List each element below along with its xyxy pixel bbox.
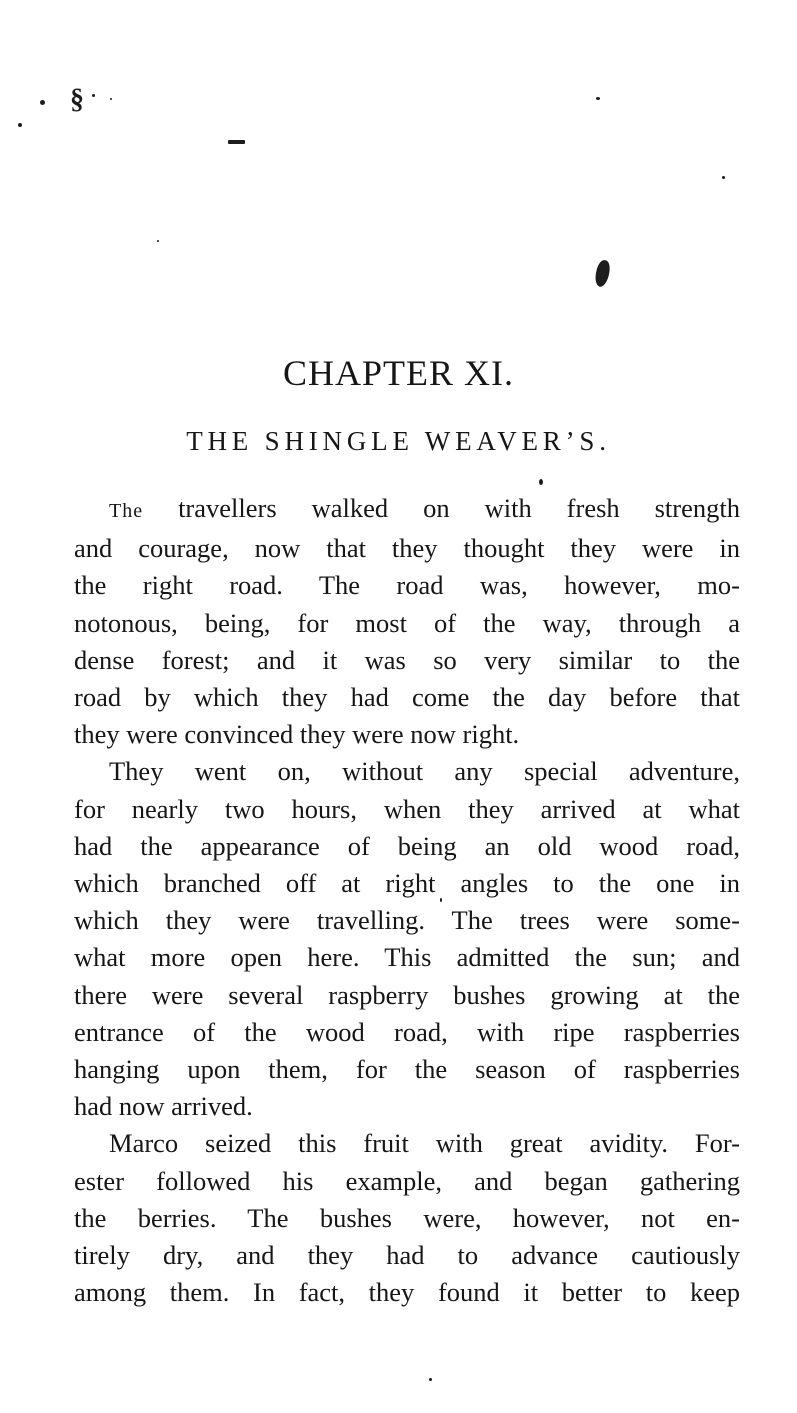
text-line: for nearly two hours, when they arrived at what (74, 793, 740, 824)
ink-speck (429, 1378, 432, 1381)
ink-speck (40, 100, 45, 105)
text-line: the right road. The road was, however, mo- (74, 570, 740, 601)
chapter-title: CHAPTER XI. (282, 353, 514, 393)
text-line: notonous, being, for most of the way, through a (74, 607, 740, 638)
text-line (74, 490, 740, 530)
chapter-subtitle: THE SHINGLE WEAVER’S. (186, 426, 611, 456)
paragraph (74, 490, 740, 753)
text-line: entrance of the wood road, with ripe raspberries (74, 1016, 740, 1047)
text-line: among them. In fact, they found it better to keep (74, 1277, 740, 1308)
ink-speck (110, 98, 112, 100)
text-segment: travellers walked on with fresh strength (143, 493, 740, 523)
ink-speck (92, 94, 95, 97)
text-line: what more open here. This admitted the sun; and (74, 942, 740, 973)
text-line: ester followed his example, and began gathering (74, 1165, 740, 1196)
small-caps-opening: The (109, 500, 144, 522)
paragraph (74, 1125, 740, 1311)
text-line: tirely dry, and they had to advance cautiously (74, 1240, 740, 1271)
text-line: there were several raspberry bushes growing at the (74, 979, 740, 1010)
ink-speck (722, 176, 725, 179)
text-line: the berries. The bushes were, however, not en- (74, 1202, 740, 1233)
text-line: and courage, now that they thought they were in (74, 533, 740, 564)
text-line: road by which they had come the day before that (74, 682, 740, 713)
text-line: had now arrived. (74, 1091, 253, 1122)
ink-speck (18, 123, 22, 127)
text-line: had the appearance of being an old wood road, (74, 830, 740, 861)
text-line: They went on, without any special adventure, (109, 756, 740, 787)
text-line: dense forest; and it was so very similar to the (74, 644, 740, 675)
ink-blot (593, 259, 611, 288)
body-text (74, 490, 740, 1311)
text-line: hanging upon them, for the season of raspberries (74, 1054, 740, 1085)
paragraph (74, 753, 740, 1125)
ink-speck (157, 240, 159, 242)
text-line: they were convinced they were now right. (74, 719, 520, 750)
text-line: which they were travelling. The trees were some- (74, 905, 740, 936)
text-line: which branched off at right angles to the one in (74, 868, 740, 899)
ink-dash (228, 140, 245, 144)
ink-speck (596, 97, 600, 100)
ink-speck (539, 479, 543, 485)
section-mark-smudge: § (70, 84, 84, 115)
text-line: Marco seized this fruit with great avidity. For- (109, 1128, 740, 1159)
